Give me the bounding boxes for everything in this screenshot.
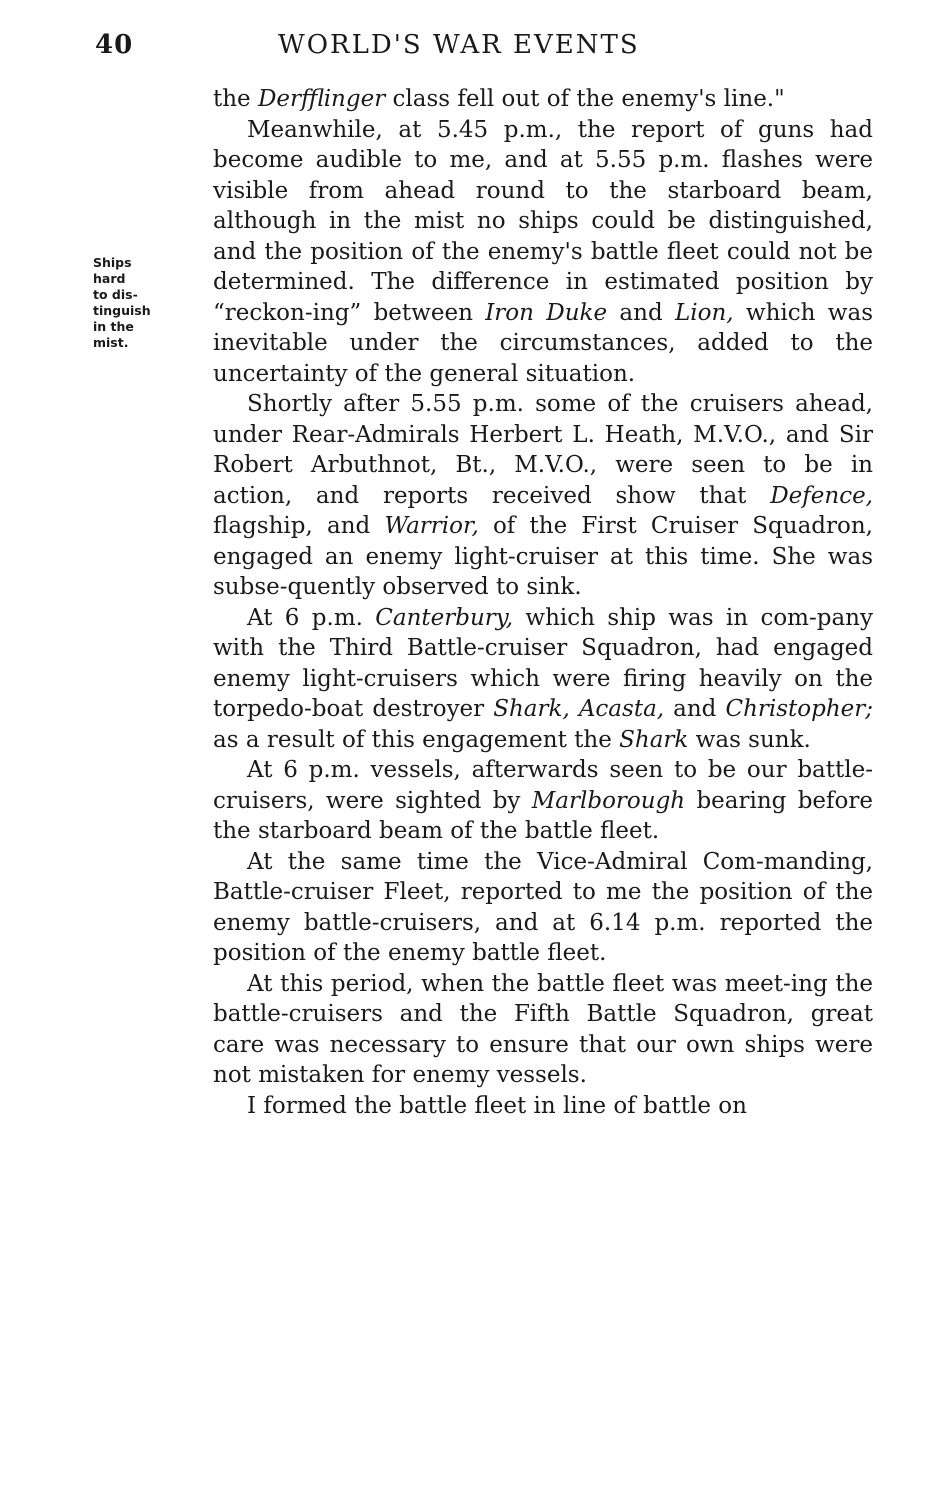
text-run: Shortly after 5.55 p.m. some of the cruisers ahead, under Rear-Admirals Herbert L. Heath, M.V.O., and Sir Robert Arbuthnot, Bt., M.V.O., were seen to be in action, and reports received show that [213, 391, 873, 509]
italic-text: Lion, [675, 299, 734, 326]
paragraph [213, 115, 873, 390]
italic-text: Christopher; [725, 696, 874, 722]
italic-text: Warrior, [384, 513, 479, 539]
text-run: which ship was in com-pany with the Third Battle-cruiser Squadron, had engaged enemy light-cruisers which were firing heavily on the torpedo-boat destroyer [213, 604, 873, 722]
margin-note-line: tinguish [93, 303, 151, 318]
italic-text: Canterbury, [375, 604, 514, 631]
margin-note-line: to dis- [93, 287, 138, 302]
paragraph [213, 969, 873, 1091]
text-run: the [213, 86, 258, 112]
text-run: which was inevitable under the circumstances, added to the uncertainty of the general situation. [213, 299, 874, 387]
italic-text: Iron Duke [485, 299, 608, 326]
margin-note [93, 255, 193, 351]
text-run: as a result of this engagement the [213, 726, 620, 753]
text-run: flagship, and [213, 513, 385, 539]
text-run: At 6 p.m. vessels, afterwards seen to be our battle-cruisers, were sighted by [213, 757, 873, 814]
text-run: At this period, when the battle fleet was meet-ing the battle-cruisers and the Fifth Battle Squadron, great care was necessary to ensure that our own ships were not mistaken for enemy vessels. [213, 970, 873, 1088]
italic-text: Derfflinger [257, 86, 386, 112]
text-run: and [664, 696, 726, 722]
text-run: and [607, 299, 675, 326]
margin-note-line: Ships [93, 255, 132, 270]
paragraph [213, 84, 873, 115]
text-run: At 6 p.m. [247, 604, 376, 631]
text-run: of the First Cruiser Squadron, engaged an enemy light-cruiser at this time. She was subse-quently observed to sink. [213, 513, 873, 600]
margin-note-line: hard [93, 271, 126, 286]
paragraph [213, 847, 873, 969]
paragraph [213, 603, 873, 756]
italic-text: Marlborough [531, 787, 686, 814]
text-run: At the same time the Vice-Admiral Com-manding, Battle-cruiser Fleet, reported to me the position of the enemy battle-cruisers, and at 6.14 p.m. reported the position of the enemy battle fleet. [213, 848, 873, 966]
running-title: WORLD'S WAR EVENTS [278, 30, 640, 60]
text-run: Meanwhile, at 5.45 p.m., the report of guns had become audible to me, and at 5.55 p.m. flashes were visible from ahead round to the starboard beam, although in the mist no ships could be distinguished, and the position of the enemy's battle fleet could not be determined. The difference in estimated position by “reckon-ing” between [213, 116, 873, 326]
margin-note-line: in the [93, 319, 134, 334]
body-text [213, 84, 873, 1121]
margin-note-line: mist. [93, 335, 129, 350]
paragraph [213, 389, 873, 603]
page-number: 40 [95, 30, 134, 60]
text-run: I formed the battle fleet in line of battle on [247, 1092, 747, 1119]
paragraph [213, 1091, 873, 1122]
italic-text: Shark, Acasta, [493, 696, 665, 722]
italic-text: Shark [619, 726, 689, 753]
text-run: bearing before the starboard beam of the battle fleet. [213, 787, 873, 844]
text-run: was sunk. [688, 726, 811, 753]
text-run: class fell out of the enemy's line." [385, 86, 785, 112]
italic-text: Defence, [770, 482, 873, 509]
paragraph [213, 755, 873, 847]
